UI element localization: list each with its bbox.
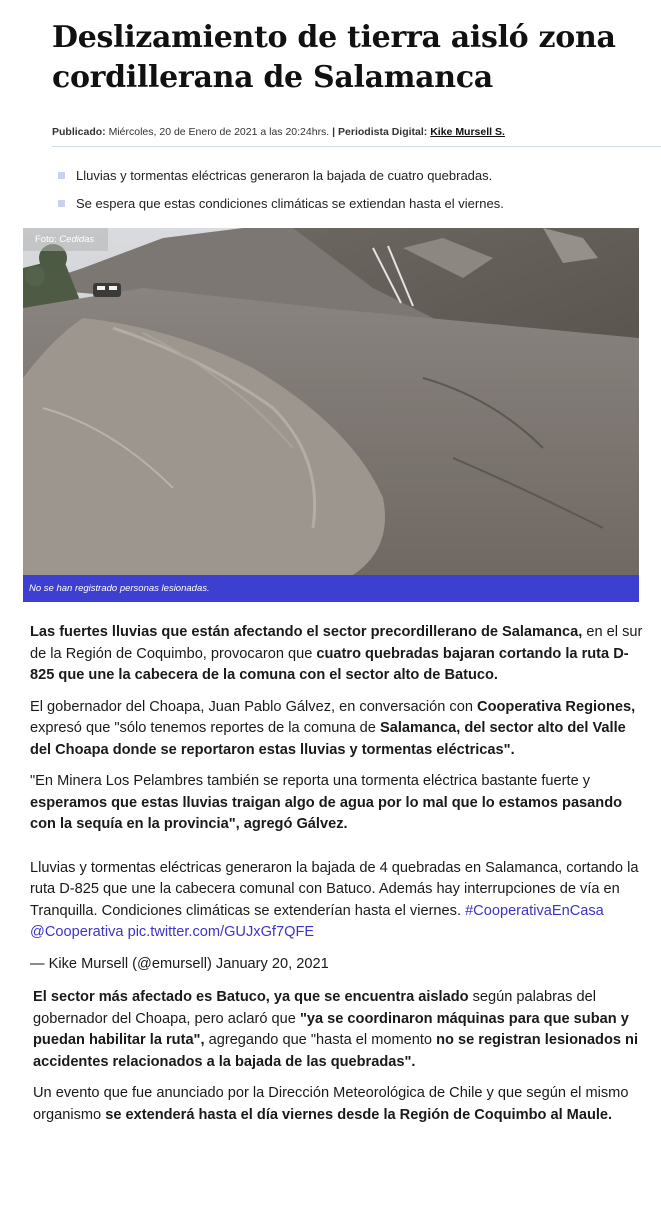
article-paragraph bbox=[30, 697, 648, 762]
tweet-mention-link[interactable]: @Cooperativa bbox=[30, 924, 124, 940]
bold-text: Cooperativa Regiones, bbox=[477, 698, 636, 715]
body-text: agregando que "hasta el momento bbox=[204, 1032, 437, 1048]
body-text: según palabras del gobernador del Choapa, pero aclaró que bbox=[33, 989, 596, 1027]
photo-caption: No se han registrado personas lesionadas. bbox=[23, 575, 639, 602]
tweet-text: Lluvias y tormentas eléctricas generaron la bajada de 4 quebradas en Salamanca, cortando la ruta D-825 que une la cabecera comunal con Batuco. Además hay interrupciones de vía en Tranquilla. Condiciones climáticas se extenderían hasta el viernes. bbox=[30, 859, 639, 919]
photo-credit bbox=[23, 228, 108, 251]
bold-text: se extenderá hasta el día viernes desde la Región de Coquimbo al Maule. bbox=[105, 1106, 613, 1123]
article-body bbox=[30, 622, 648, 1136]
summary-bullet bbox=[58, 162, 658, 190]
tweet-pic-link[interactable]: pic.twitter.com/GUJxGf7QFE bbox=[127, 924, 315, 940]
byline-divider bbox=[52, 146, 661, 147]
article-paragraph bbox=[30, 771, 648, 836]
body-text: El gobernador del Choapa, Juan Pablo Gálvez, en conversación con bbox=[30, 698, 478, 715]
summary-bullet bbox=[58, 190, 658, 218]
bold-text: no se registran lesionados ni accidentes relacionados a la bajada de las quebradas". bbox=[33, 1032, 639, 1070]
body-text: "En Minera Los Pelambres también se reporta una tormenta eléctrica bastante fuerte y bbox=[30, 773, 591, 789]
summary-bullet-text: Se espera que estas condiciones climáticas se extiendan hasta el viernes. bbox=[76, 196, 504, 211]
summary-bullets bbox=[58, 162, 658, 218]
bullet-square-icon bbox=[58, 200, 65, 207]
bold-text: esperamos que estas lluvias traigan algo de agua por lo mal que lo estamos pasando con la sequía en la provincia", agregó Gálvez. bbox=[30, 794, 623, 832]
bullet-square-icon bbox=[58, 172, 65, 179]
body-text: en el sur de la Región de Coquimbo, provocaron que bbox=[30, 624, 643, 662]
bold-text: cuatro quebradas bajaran cortando la ruta D-825 que une la cabecera de la comuna con el sector alto de Batuco. bbox=[30, 645, 629, 683]
byline bbox=[52, 124, 656, 140]
byline-separator: | bbox=[332, 126, 336, 138]
bold-text: Las fuertes lluvias que están afectando el sector precordillerano de Salamanca, bbox=[30, 624, 583, 640]
bold-text: "ya se coordinaron máquinas para que suban y puedan habilitar la ruta", bbox=[33, 1010, 629, 1048]
publish-date: Miércoles, 20 de Enero de 2021 a las 20:24hrs. bbox=[105, 126, 333, 138]
article-photo[interactable] bbox=[23, 228, 639, 602]
body-text: expresó que "sólo tenemos reportes de la comuna de bbox=[30, 720, 380, 736]
body-text: Un evento que fue anunciado por la Dirección Meteorológica de Chile y que según el mismo organismo bbox=[33, 1085, 629, 1123]
tweet-signature: — Kike Mursell (@emursell) January 20, 2021 bbox=[30, 955, 329, 972]
photo-credit-source: Cedidas bbox=[59, 234, 95, 245]
journalist-link[interactable]: Kike Mursell S. bbox=[430, 126, 505, 138]
tweet-hashtag-link[interactable]: #CooperativaEnCasa bbox=[465, 902, 604, 919]
landslide-photo-illustration bbox=[23, 228, 639, 575]
article-paragraph bbox=[30, 622, 648, 687]
article-paragraph bbox=[30, 1083, 648, 1126]
published-label: Publicado: bbox=[52, 126, 106, 138]
journalist-label: Periodista Digital: bbox=[335, 126, 431, 138]
bold-text: El sector más afectado es Batuco, ya que se encuentra aislado bbox=[33, 989, 469, 1005]
embedded-tweet bbox=[30, 858, 648, 944]
photo-credit-label: Foto: bbox=[35, 234, 60, 245]
bold-text: Salamanca, del sector alto del Valle del Choapa donde se reportaron estas lluvias y tormentas eléctricas". bbox=[30, 720, 626, 758]
article-paragraph bbox=[30, 987, 648, 1073]
article-headline: Deslizamiento de tierra aisló zona cordillerana de Salamanca bbox=[52, 20, 616, 95]
summary-bullet-text: Lluvias y tormentas eléctricas generaron la bajada de cuatro quebradas. bbox=[76, 168, 493, 183]
